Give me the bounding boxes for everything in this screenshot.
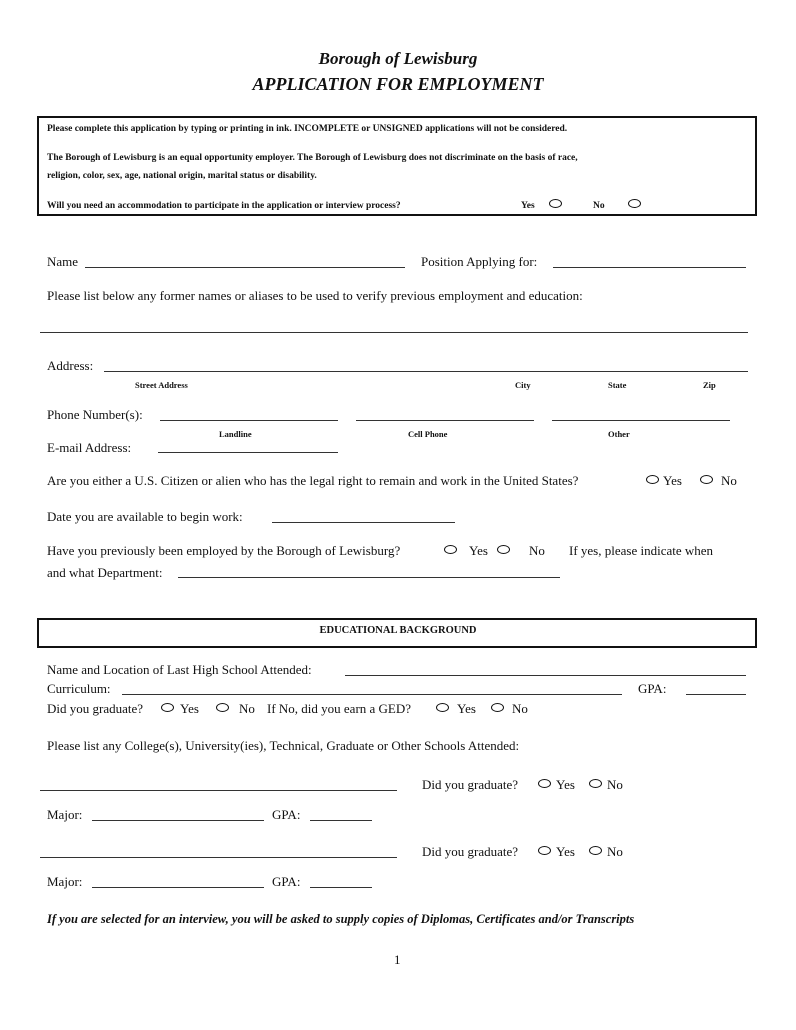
hs-graduate-question: Did you graduate? (47, 701, 144, 716)
college-2-no-radio[interactable] (589, 846, 602, 855)
college-2-graduate-question: Did you graduate? (422, 844, 519, 859)
citizen-question: Are you either a U.S. Citizen or alien who has the legal right to remain and work in the United States? (47, 473, 579, 488)
accommodation-question: Will you need an accommodation to participate in the application or interview process? (47, 201, 401, 211)
address-label: Address: (47, 358, 94, 373)
college-1-no-radio[interactable] (589, 779, 602, 788)
previous-no-label: No (529, 543, 545, 558)
curriculum-label: Curriculum: (47, 681, 111, 696)
page-number: 1 (394, 952, 401, 967)
curriculum-field[interactable] (122, 694, 622, 695)
high-school-field[interactable] (345, 675, 746, 676)
ged-yes-label: Yes (457, 701, 476, 716)
previous-yes-radio[interactable] (444, 545, 457, 554)
previous-no-radio[interactable] (497, 545, 510, 554)
name-label: Name (47, 254, 79, 269)
ged-question: If No, did you earn a GED? (267, 701, 412, 716)
notice-line1: Please complete this application by typing or printing in ink. INCOMPLETE or UNSIGNED applications will not be considered. (47, 124, 568, 134)
position-field[interactable] (553, 267, 746, 268)
citizen-yes-label: Yes (663, 473, 682, 488)
state-label: State (608, 380, 627, 390)
previous-employment-question: Have you previously been employed by the Borough of Lewisburg? (47, 543, 401, 558)
major-2-label: Major: (47, 874, 83, 889)
previous-yes-label: Yes (469, 543, 488, 558)
hs-graduate-no-radio[interactable] (216, 703, 229, 712)
college-2-no-label: No (607, 844, 623, 859)
citizen-no-label: No (721, 473, 737, 488)
phone-label: Phone Number(s): (47, 407, 143, 422)
other-phone-field[interactable] (552, 420, 730, 421)
email-field[interactable] (158, 452, 338, 453)
department-label: and what Department: (47, 565, 163, 580)
gpa-1-field[interactable] (310, 820, 372, 821)
former-names-label: Please list below any former names or aliases to be used to verify previous employment and education: (47, 288, 583, 303)
if-yes-label: If yes, please indicate when (569, 543, 714, 558)
former-names-field[interactable] (40, 332, 748, 333)
landline-field[interactable] (160, 420, 338, 421)
gpa-2-field[interactable] (310, 887, 372, 888)
college-1-yes-radio[interactable] (538, 779, 551, 788)
hs-graduate-yes-radio[interactable] (161, 703, 174, 712)
accommodation-yes-label: Yes (521, 201, 535, 211)
gpa-2-label: GPA: (272, 874, 301, 889)
available-date-field[interactable] (272, 522, 455, 523)
citizen-no-radio[interactable] (700, 475, 713, 484)
college-2-yes-radio[interactable] (538, 846, 551, 855)
hs-no-label: No (239, 701, 255, 716)
cell-phone-field[interactable] (356, 420, 534, 421)
form-title: APPLICATION FOR EMPLOYMENT (252, 74, 544, 94)
cell-label: Cell Phone (408, 429, 448, 439)
zip-label: Zip (703, 380, 716, 390)
documents-note: If you are selected for an interview, you will be asked to supply copies of Diplomas, Certificates and/or Transcripts (47, 912, 635, 926)
high-school-label: Name and Location of Last High School Attended: (47, 662, 312, 677)
college-1-field[interactable] (40, 790, 397, 791)
major-1-label: Major: (47, 807, 83, 822)
college-2-yes-label: Yes (556, 844, 575, 859)
hs-gpa-label: GPA: (638, 681, 667, 696)
major-2-field[interactable] (92, 887, 264, 888)
landline-label: Landline (219, 429, 252, 439)
ged-no-label: No (512, 701, 528, 716)
position-label: Position Applying for: (421, 254, 538, 269)
ged-no-radio[interactable] (491, 703, 504, 712)
college-1-no-label: No (607, 777, 623, 792)
colleges-label: Please list any College(s), University(ies), Technical, Graduate or Other Schools Attended: (47, 738, 520, 753)
org-title: Borough of Lewisburg (318, 49, 478, 68)
name-field[interactable] (85, 267, 405, 268)
accommodation-no-radio[interactable] (628, 199, 641, 208)
gpa-1-label: GPA: (272, 807, 301, 822)
other-label: Other (608, 429, 630, 439)
notice-line3: religion, color, sex, age, national origin, marital status or disability. (47, 171, 317, 181)
citizen-yes-radio[interactable] (646, 475, 659, 484)
email-label: E-mail Address: (47, 440, 132, 455)
accommodation-yes-radio[interactable] (549, 199, 562, 208)
college-2-field[interactable] (40, 857, 397, 858)
street-label: Street Address (135, 380, 188, 390)
major-1-field[interactable] (92, 820, 264, 821)
hs-gpa-field[interactable] (686, 694, 746, 695)
notice-line2: The Borough of Lewisburg is an equal opportunity employer. The Borough of Lewisburg does not discriminate on the basis of race, (47, 153, 578, 163)
accommodation-no-label: No (593, 201, 605, 211)
address-field[interactable] (104, 371, 748, 372)
college-1-yes-label: Yes (556, 777, 575, 792)
ged-yes-radio[interactable] (436, 703, 449, 712)
available-date-label: Date you are available to begin work: (47, 509, 243, 524)
department-field[interactable] (178, 577, 560, 578)
education-heading: EDUCATIONAL BACKGROUND (319, 625, 477, 636)
college-1-graduate-question: Did you graduate? (422, 777, 519, 792)
city-label: City (515, 380, 531, 390)
hs-yes-label: Yes (180, 701, 199, 716)
